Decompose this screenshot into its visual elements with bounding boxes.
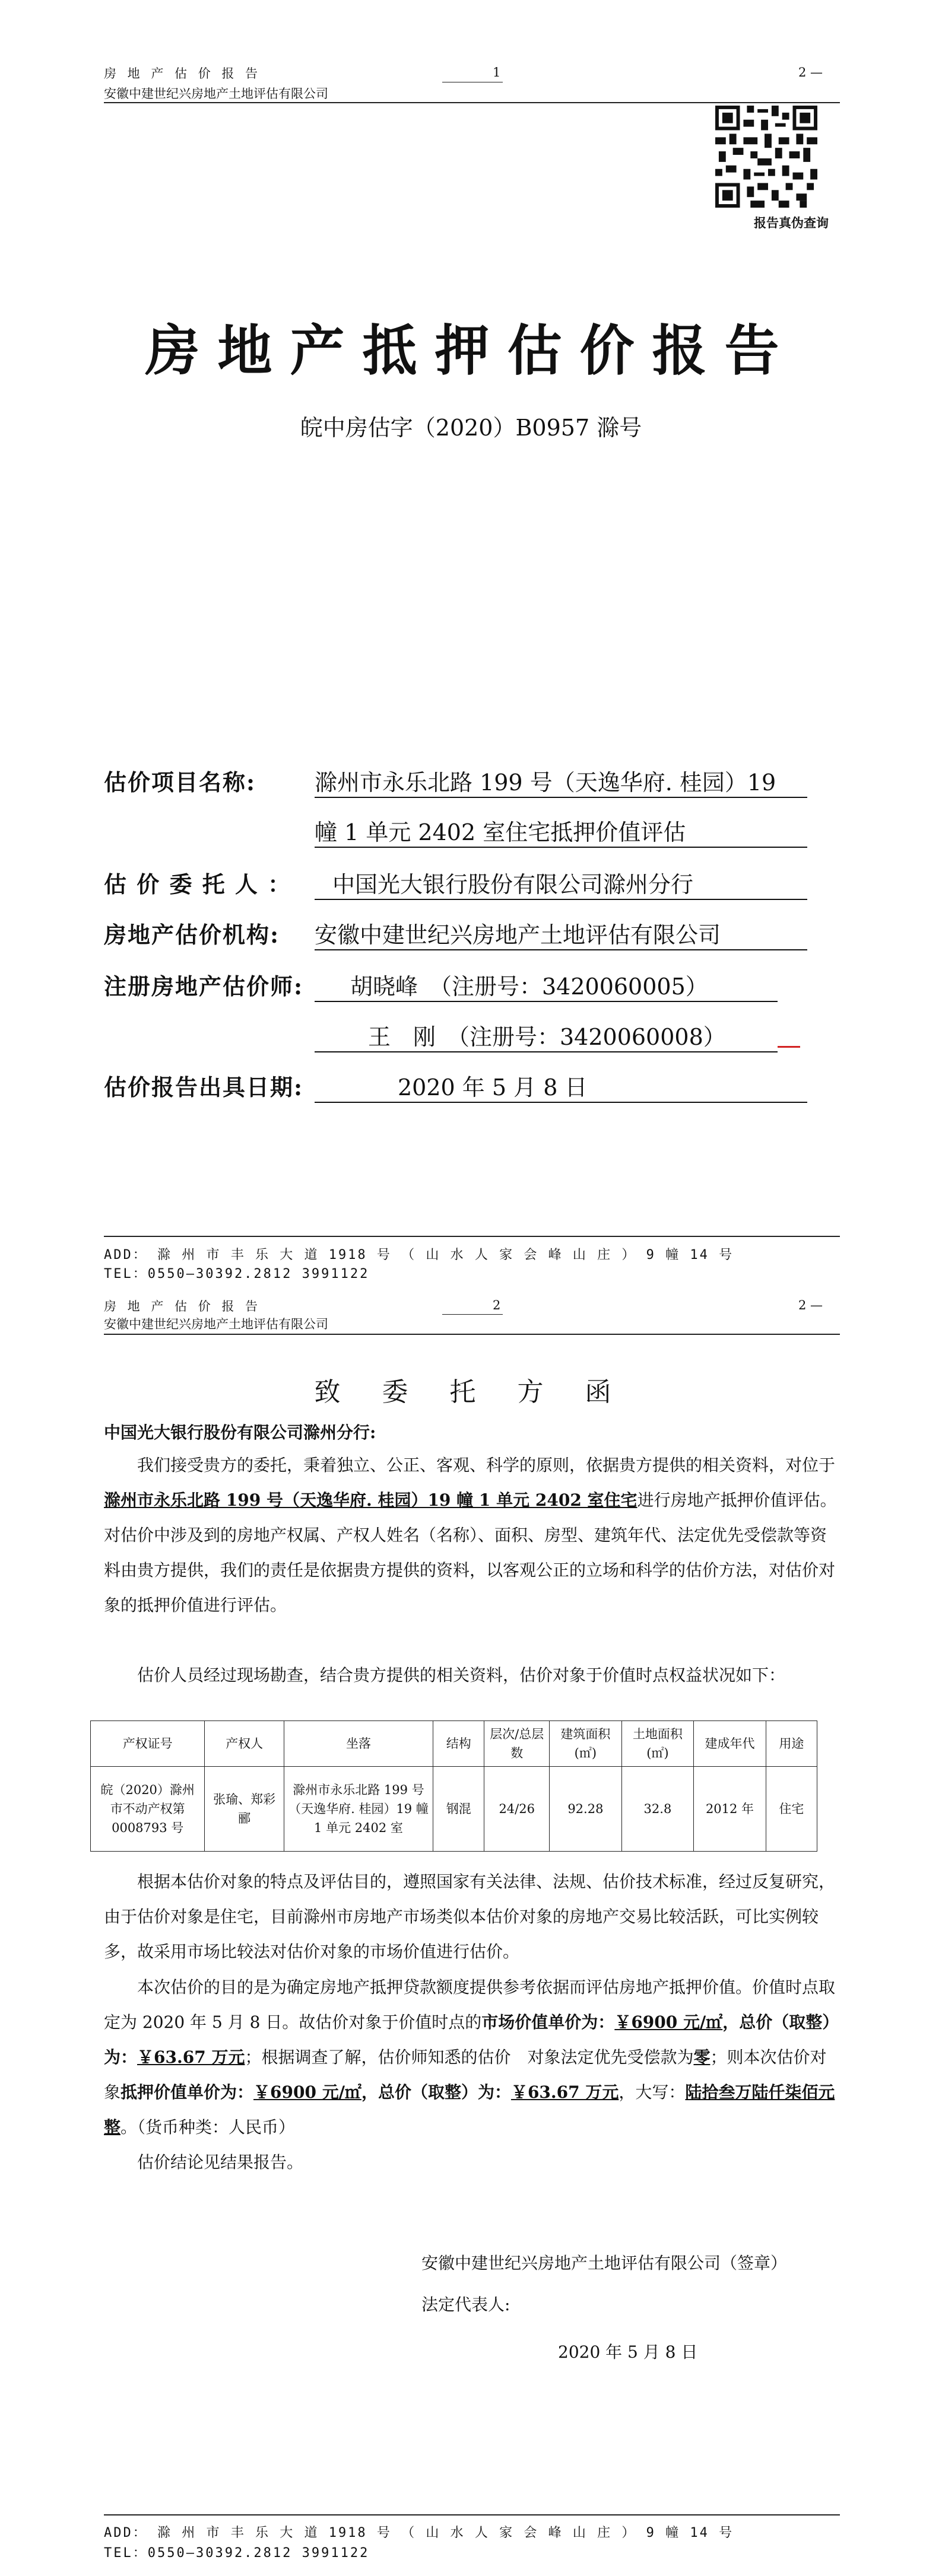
- footer-phone: TEL：0550—30392.2812 3991122: [104, 1267, 370, 1281]
- paragraph-3: 根据本估价对象的特点及评估目的，遵照国家有关法律、法规、估价技术标准，经过反复研究，由于估价对象是住宅，目前滁州市房地产市场类似本估价对象的房地产交易比较活跃，可比实例较多，故采用市场比较法对估价对象的市场价值进行估价。: [104, 1872, 836, 1961]
- qr-caption: 报告真伪查询: [754, 216, 829, 230]
- client-label: 估 价 委 托 人 ：: [104, 871, 292, 898]
- header-company: 安徽中建世纪兴房地产土地评估有限公司: [104, 87, 328, 101]
- project-name-line2: 幢 1 单元 2402 室住宅抵押价值评估: [315, 814, 807, 848]
- signature-company: 安徽中建世纪兴房地产土地评估有限公司（签章）: [421, 2253, 788, 2273]
- col-header: 坐落: [284, 1721, 433, 1767]
- issue-date-value: 2020 年 5 月 8 日: [315, 1069, 807, 1103]
- table-cell: 滁州市永乐北路 199 号（天逸华府. 桂园）19 幢 1 单元 2402 室: [284, 1767, 433, 1852]
- agency-label: 房地产估价机构:: [104, 921, 280, 948]
- table-cell: 92.28: [550, 1767, 622, 1852]
- addressee: 中国光大银行股份有限公司滁州分行:: [104, 1423, 376, 1442]
- paragraph-4: 本次估价的目的是为确定房地产抵押贷款额度提供参考依据而评估房地产抵押价值。价值时点取定为 2020 年 5 月 8 日。故估价对象于价值时点的市场价值单价为：￥6900 元/㎡，总价（取整）为：￥63.67 万元；根据调查了解，估价师知悉的估价 对象法定优先受偿款为零；则本次估价对象抵押价值单价为：￥6900 元/㎡，总价（取整）为：￥63.67 万元，大写：陆拾叁万陆仟柒佰元整。（货币种类：人民币）: [104, 1977, 839, 2137]
- table-cell: 2012 年: [694, 1767, 766, 1852]
- col-header: 层次/总层数: [484, 1721, 550, 1767]
- signature-representative: 法定代表人:: [421, 2295, 510, 2314]
- issue-date-label: 估价报告出具日期:: [104, 1074, 304, 1101]
- qr-code-icon: [715, 106, 817, 208]
- paragraph-5: 估价结论见结果报告。: [137, 2152, 304, 2172]
- report-title: 房地产抵押估价报告: [145, 319, 797, 383]
- header-title: 房 地 产 估 价 报 告: [104, 1299, 262, 1314]
- table-cell: 32.8: [621, 1767, 694, 1852]
- header-rule: [104, 1334, 840, 1335]
- page-number: 1: [493, 65, 501, 79]
- header-title: 房 地 产 估 价 报 告: [104, 66, 262, 81]
- paragraph-1: 我们接受贵方的委托，秉着独立、公正、客观、科学的原则，依据贵方提供的相关资料，对位于滁州市永乐北路 199 号（天逸华府. 桂园）19 幢 1 单元 2402 室住宅进行房地产抵押价值评估。对估价中涉及到的房地产权属、产权人姓名（名称）、面积、房型、建筑年代、法定优先受偿款等资料由贵方提供，我们的责任是依据贵方提供的资料，以客观公正的立场和科学的估价方法，对估价对象的抵押价值进行评估。: [104, 1455, 837, 1615]
- page-total: 2 —: [798, 1298, 823, 1312]
- agency-value: 安徽中建世纪兴房地产土地评估有限公司: [315, 917, 807, 950]
- col-header: 产权证号: [91, 1721, 205, 1767]
- appraiser-1: 胡晓峰 （注册号：3420060005）: [315, 968, 778, 1002]
- red-mark: [778, 1046, 800, 1048]
- table-cell: 钢混: [433, 1767, 484, 1852]
- letter-title: 致 委 托 方 函: [314, 1377, 628, 1407]
- footer-rule: [104, 2514, 840, 2515]
- col-header: 产权人: [205, 1721, 284, 1767]
- appraiser-2: 王 刚 （注册号：3420060008）: [315, 1019, 778, 1052]
- col-header: 建成年代: [694, 1721, 766, 1767]
- page-total: 2 —: [798, 65, 823, 79]
- appraiser-label: 注册房地产估价师:: [104, 973, 304, 1000]
- table-cell: 住宅: [766, 1767, 817, 1852]
- page-number: 2: [493, 1298, 501, 1312]
- property-table: [90, 1720, 817, 1852]
- signature-date: 2020 年 5 月 8 日: [558, 2342, 698, 2362]
- client-value: 中国光大银行股份有限公司滁州分行: [315, 866, 807, 900]
- footer-address: ADD： 滁 州 市 丰 乐 大 道 1918 号 （ 山 水 人 家 会 峰 山 庄 ） 9 幢 14 号: [104, 1248, 734, 1262]
- footer-phone: TEL：0550—30392.2812 3991122: [104, 2546, 370, 2561]
- table-row: [91, 1767, 817, 1852]
- table-cell: 皖（2020）滁州市不动产权第 0008793 号: [91, 1767, 205, 1852]
- header-rule: [104, 102, 840, 103]
- footer-rule: [104, 1236, 840, 1237]
- paragraph-2: 估价人员经过现场勘查，结合贵方提供的相关资料，估价对象于价值时点权益状况如下：: [137, 1665, 786, 1685]
- col-header: 结构: [433, 1721, 484, 1767]
- table-cell: 24/26: [484, 1767, 550, 1852]
- col-header: 土地面积(㎡): [621, 1721, 694, 1767]
- page-number-underline: [442, 1314, 503, 1315]
- footer-address: ADD： 滁 州 市 丰 乐 大 道 1918 号 （ 山 水 人 家 会 峰 山 庄 ） 9 幢 14 号: [104, 2526, 734, 2540]
- col-header: 用途: [766, 1721, 817, 1767]
- report-number: 皖中房估字（2020）B0957 滁号: [300, 415, 642, 441]
- table-cell: 张瑜、郑彩郦: [205, 1767, 284, 1852]
- project-name-line1: 滁州市永乐北路 199 号（天逸华府. 桂园）19: [315, 764, 807, 798]
- header-company: 安徽中建世纪兴房地产土地评估有限公司: [104, 1317, 328, 1331]
- project-name-label: 估价项目名称:: [104, 769, 256, 796]
- col-header: 建筑面积(㎡): [550, 1721, 622, 1767]
